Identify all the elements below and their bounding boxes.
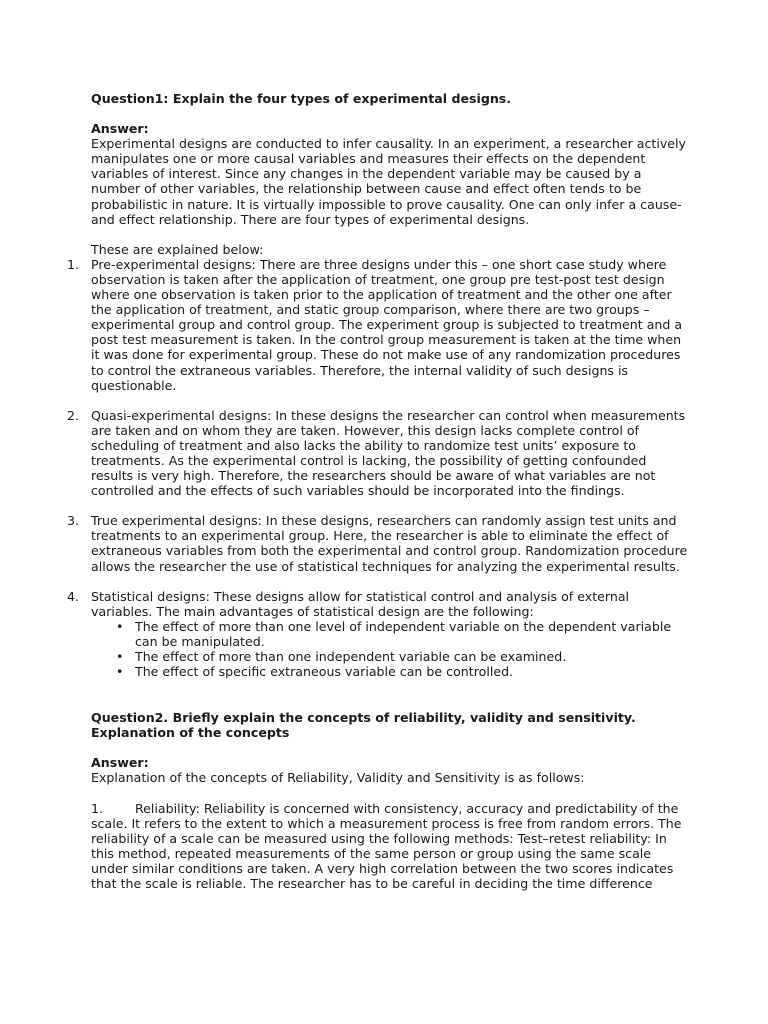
bullet-icon: •: [116, 649, 124, 664]
bullet-item: [91, 649, 691, 664]
document-page: [67, 91, 691, 892]
question2-answer-label: Answer:: [91, 755, 149, 771]
list-item-text: Quasi-experimental designs: In these designs the researcher can control when measurements are taken and on whom they are taken. However, this design lacks complete control of scheduling of treatment and also lacks the ability to randomize test units’ exposure to treatments. As the experimental control is lacking, the possibility of getting confounded results is very high. Therefore, the researchers should be aware of what variables are not controlled and the effects of such variables should be incorporated into the findings.: [91, 407, 686, 499]
question2-intro: Explanation of the concepts of Reliability, Validity and Sensitivity is as follows:: [91, 770, 585, 786]
bullet-item: [91, 619, 691, 649]
question2-title-line2: Explanation of the concepts: [91, 725, 290, 741]
list-item: [67, 513, 691, 574]
reliability-paragraph: [91, 801, 691, 892]
list-item-text: True experimental designs: In these designs, researchers can randomly assign test units and treatments to an experimental group. Here, the researcher is able to eliminate the effect of extraneous variables from both the experimental and control group. Randomization procedure allows the researcher the use of statistical techniques for analyzing the experimental results.: [91, 513, 688, 574]
bullet-item: [91, 664, 691, 679]
bullet-icon: •: [116, 618, 124, 634]
bullet-text: The effect of specific extraneous variable can be controlled.: [135, 664, 514, 680]
list-item: [67, 407, 691, 499]
statistical-design-advantages: [91, 619, 691, 679]
question1-intro: Experimental designs are conducted to infer causality. In an experiment, a researcher actively manipulates one or more causal variables and measures their effects on the dependent variables of interest. Since any changes in the dependent variable may be caused by a number of other variables, the relationship between cause and effect often tends to be probabilistic in nature. It is virtually impossible to prove causality. One can only infer a cause-and effect relationship. There are four types of experimental designs.: [91, 136, 686, 227]
reliability-text: Reliability: Reliability is concerned with consistency, accuracy and predictability of the scale. It refers to the extent to which a measurement process is free from random errors. The reliability of a scale can be measured using the following methods: Test–retest reliability: In this method, repeated measurements of the same person or group using the same scale under similar conditions are taken. A very high correlation between the two scores indicates that the scale is reliable. The researcher has to be careful in deciding the time difference: [91, 800, 682, 892]
experimental-designs-list: [67, 256, 691, 680]
list-item-number: 3.: [67, 513, 80, 529]
bullet-text: The effect of more than one independent variable can be examined.: [135, 649, 567, 664]
list-item-number: 1.: [67, 256, 80, 272]
bullet-icon: •: [116, 664, 124, 680]
explained-below-text: These are explained below:: [91, 241, 264, 257]
reliability-number: 1.: [91, 800, 104, 816]
list-item-text: Statistical designs: These designs allow for statistical control and analysis of external variables. The main advantages of statistical design are the following:: [91, 588, 630, 619]
list-item: [67, 256, 691, 393]
list-item-text: Pre-experimental designs: There are three designs under this – one short case study where observation is taken after the application of treatment, one group pre test-post test design where one observation is taken prior to the application of treatment and the other one after the application of treatment, and static group comparison, where there are two groups – experimental group and control group. The experiment group is subjected to treatment and a post test measurement is taken. In the control group measurement is taken at the time when it was done for experimental group. These do not make use of any randomization procedures to control the extraneous variables. Therefore, the internal validity of such designs is questionable.: [91, 256, 683, 393]
question1-title: Question1: Explain the four types of experimental designs.: [91, 91, 512, 106]
bullet-text: The effect of more than one level of independent variable on the dependent variable can be manipulated.: [135, 618, 672, 649]
list-item-number: 2.: [67, 407, 80, 423]
list-item: [67, 588, 691, 680]
list-item-number: 4.: [67, 588, 80, 604]
question1-answer-label: Answer:: [91, 121, 149, 137]
question2-title-line1: Question2. Briefly explain the concepts of reliability, validity and sensitivity.: [91, 710, 636, 726]
question2-title: [91, 710, 691, 740]
